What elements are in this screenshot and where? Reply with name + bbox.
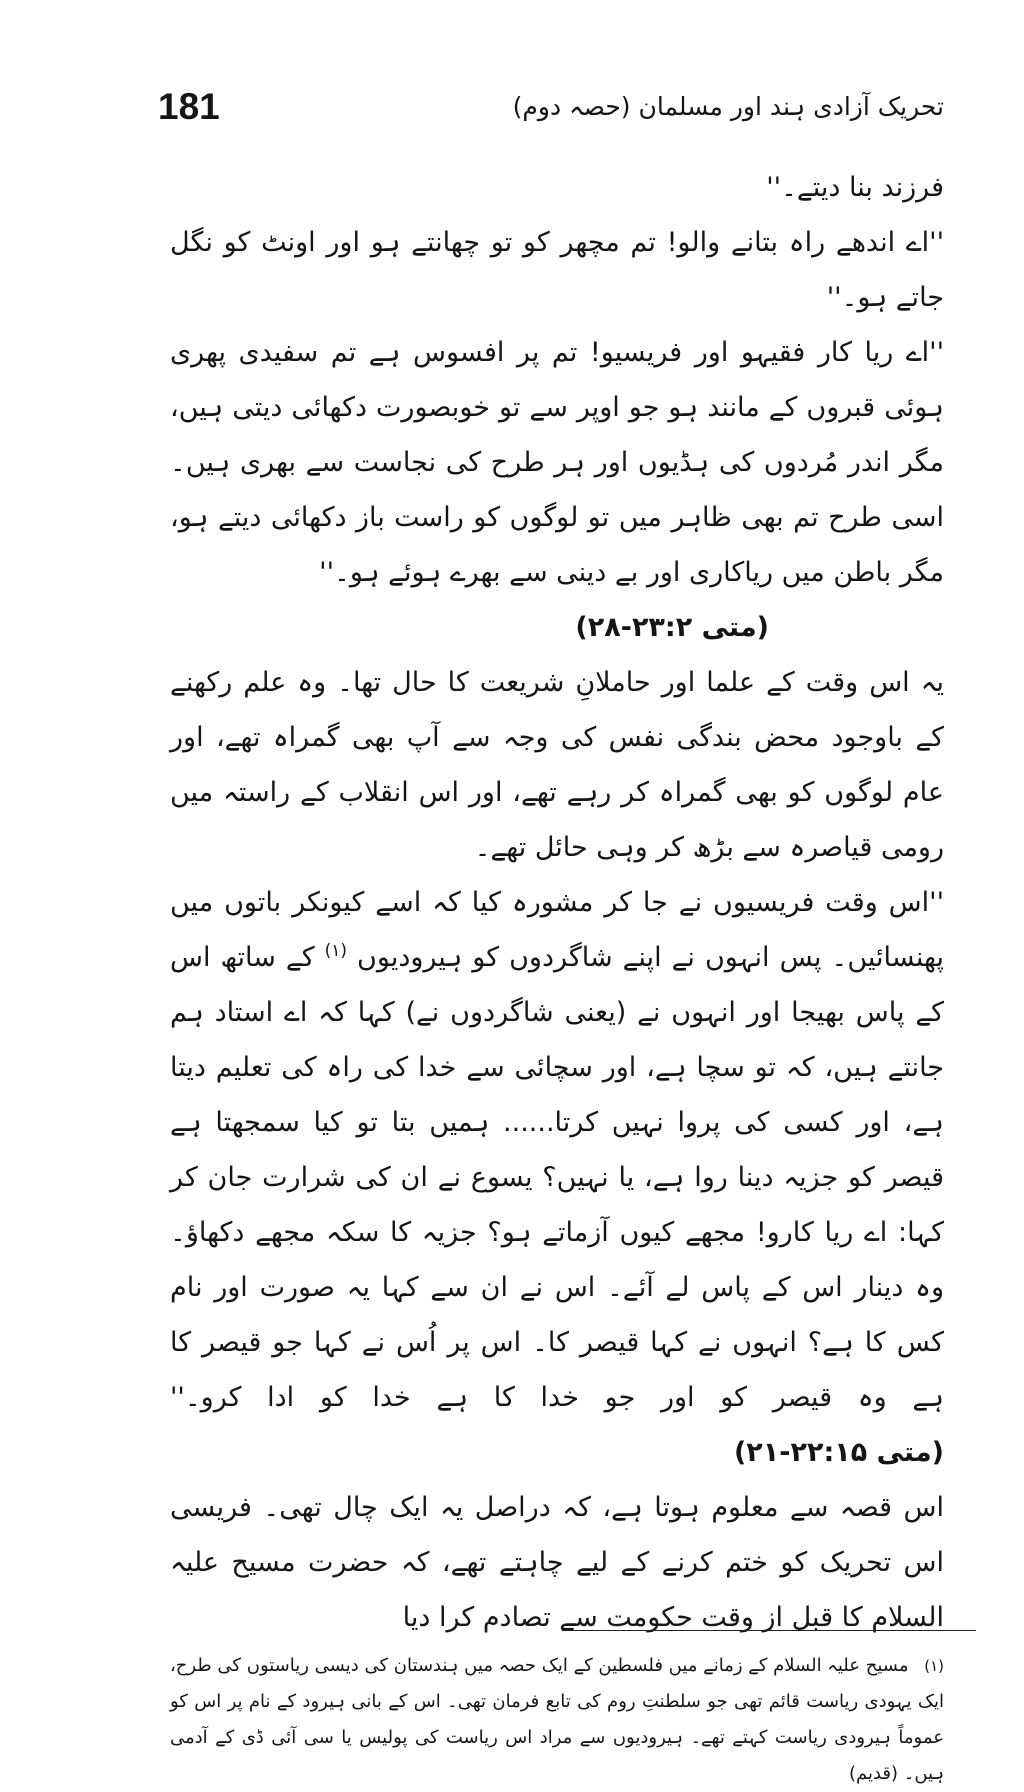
quote-paragraph: ''اے ریا کار فقیہو اور فریسیو! تم پر افسوس ہے تم سفیدی پھری ہوئی قبروں کے مانند ہو جو اوپر سے تو خوبصورت دکھائی دیتی ہیں، مگر اندر مُردوں کی ہڈیوں اور ہر طرح کی نجاست سے بھری ہیں۔ اسی طرح تم بھی ظاہر میں تو لوگوں کو راست باز دکھائی دیتے ہو، مگر باطن میں ریاکاری اور بے دینی سے بھرے ہوئے ہو۔'' bbox=[170, 337, 944, 588]
quote-text: کے ساتھ اس کے پاس بھیجا اور انہوں نے (یعنی شاگردوں نے) کہا کہ اے استاد ہم جانتے ہیں، کہ تو سچا ہے، اور سچائی سے خدا کی راہ کی تعلیم دیتا ہے، اور کسی کی پروا نہیں کرتا...... ہمیں بتا تو کیا سمجھتا ہے قیصر کو جزیہ دینا روا ہے، یا نہیں؟ یسوع نے ان کی شرارت جان کر کہا: اے ریا کارو! مجھے کیوں آزماتے ہو؟ جزیہ کا سکہ مجھے دکھاؤ۔ وہ دینار اس کے پاس لے آئے۔ اس نے ان سے کہا یہ صورت اور نام کس کا ہے؟ انہوں نے کہا قیصر کا۔ اس پر اُس نے کہا جو قیصر کا ہے وہ قیصر کو اور جو خدا کا ہے خدا کو ادا کرو۔'' bbox=[170, 942, 944, 1413]
footnote-reference: (۱) bbox=[324, 941, 348, 961]
page-number: 181 bbox=[158, 86, 220, 127]
body-paragraph: یہ اس وقت کے علما اور حاملانِ شریعت کا حال تھا۔ وہ علم رکھنے کے باوجود محض بندگی نفس کی وجہ سے آپ بھی گمراہ تھے، اور عام لوگوں کو بھی گمراہ کر رہے تھے، اور اس انقلاب کے راستہ میں رومی قیاصرہ سے بڑھ کر وہی حائل تھے۔ bbox=[170, 667, 944, 863]
footnote-divider bbox=[562, 1630, 976, 1631]
body-paragraph: اس قصہ سے معلوم ہوتا ہے، کہ دراصل یہ ایک چال تھی۔ فریسی اس تحریک کو ختم کرنے کے لیے چاہتے تھے، کہ حضرت مسیح علیہ السلام کا قبل از وقت حکومت سے تصادم کرا دیا bbox=[170, 1492, 944, 1633]
quote-text: ''اس وقت فریسیوں نے جا کر مشورہ کیا کہ اسے کیونکر باتوں میں پھنسائیں۔ پس انہوں نے اپنے شاگردوں کو ہیرودیوں bbox=[170, 887, 944, 973]
footnote-marker: (۱) bbox=[924, 1657, 945, 1675]
quote-line: فرزند بنا دیتے۔'' bbox=[766, 172, 944, 203]
scripture-citation: (متی ۲۳:۲-۲۸) bbox=[575, 612, 769, 643]
quote-paragraph bbox=[170, 875, 944, 1480]
main-text bbox=[170, 160, 944, 1645]
footnote-note: (قدیم) bbox=[848, 1763, 899, 1784]
footnote-section bbox=[170, 1648, 944, 1792]
scripture-citation: (متی ۲۲:۱۵-۲۱) bbox=[733, 1437, 944, 1468]
quote-paragraph: ''اے اندھے راہ بتانے والو! تم مچھر کو تو چھانتے ہو اور اونٹ کو نگل جاتے ہو۔'' bbox=[170, 227, 944, 313]
footnote-text: مسیح علیہ السلام کے زمانے میں فلسطین کے ایک حصہ میں ہندستان کی دیسی ریاستوں کی طرح، ایک یہودی ریاست قائم تھی جو سلطنتِ روم کی تابع فرمان تھی۔ اس کے بانی ہیرود کے نام پر اس کو عموماً ہیرودی ریاست کہتے تھے۔ ہیرودیوں سے مراد اس ریاست کی پولیس یا سی آئی ڈی کے آدمی ہیں۔ bbox=[170, 1655, 944, 1784]
running-header-title: تحریک آزادی ہند اور مسلمان (حصہ دوم) bbox=[512, 92, 944, 121]
